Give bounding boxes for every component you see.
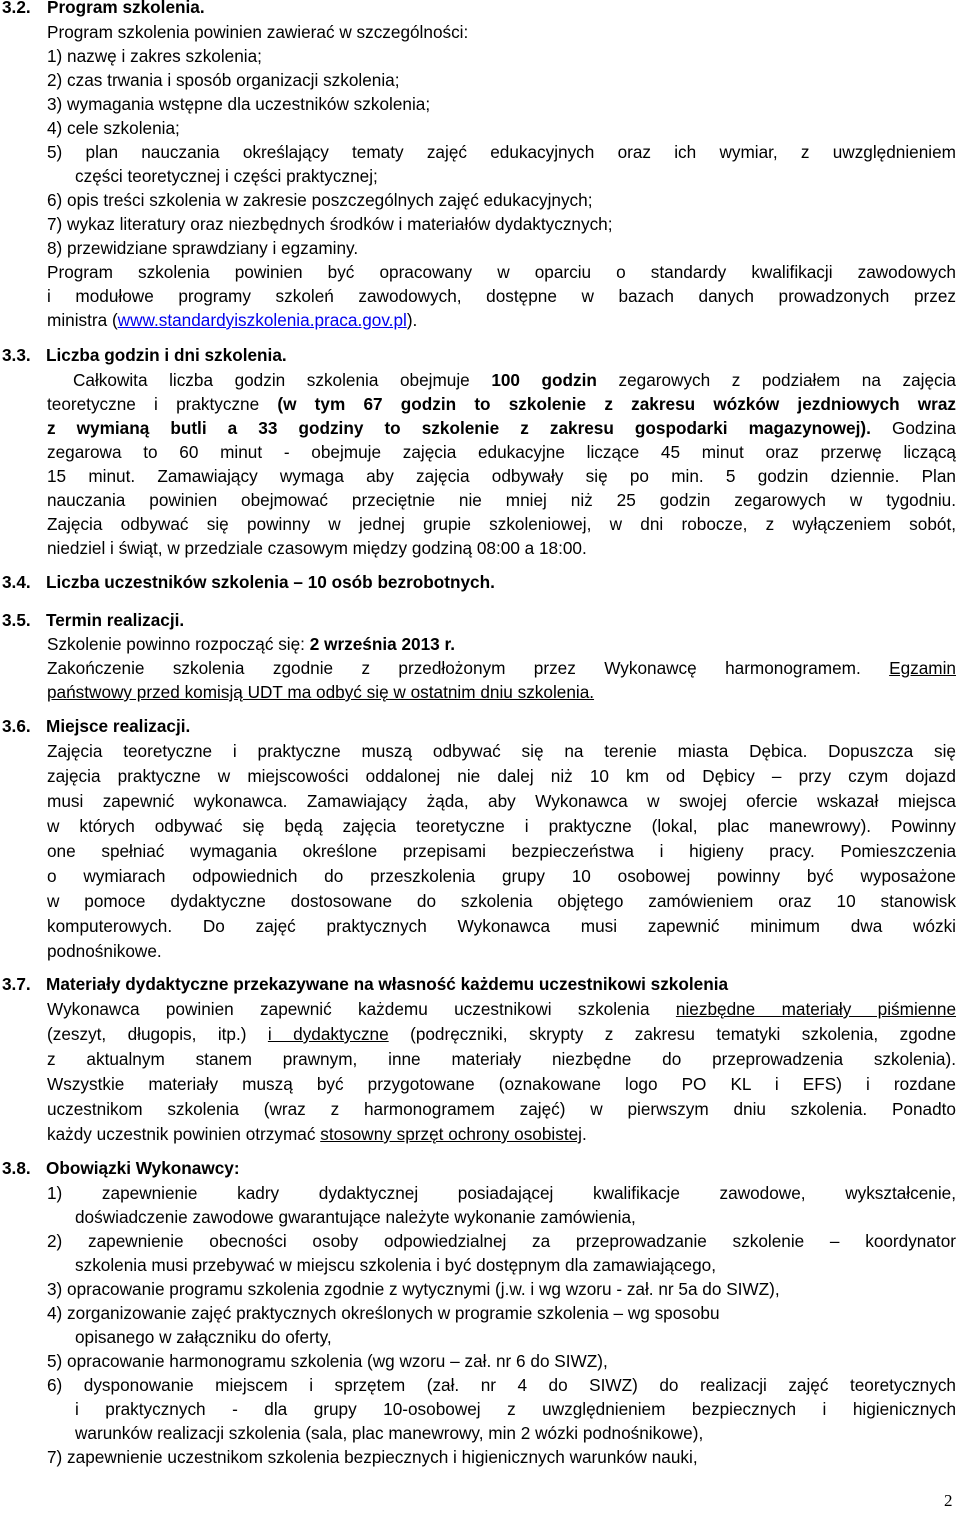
paragraph-line: Zakończenie szkolenia zgodnie z przedłożonym przez Wykonawcę harmonogramem. Egzamin [47, 658, 956, 678]
paragraph-line: i modułowe programy szkoleń zawodowych, dostępne w bazach danych prowadzonych przez [47, 286, 956, 306]
list-item: 2) czas trwania i sposób organizacji szkolenia; [47, 70, 400, 90]
list-item: 1) nazwę i zakres szkolenia; [47, 46, 262, 66]
paragraph-line: z wymianą butli a 33 godziny to szkolenie z zakresu gospodarki magazynowej). Godzina [47, 418, 956, 438]
paragraph-line: Szkolenie powinno rozpocząć się: 2 września 2013 r. [47, 634, 455, 654]
list-item: 6) opis treści szkolenia w zakresie poszczególnych zajęć edukacyjnych; [47, 190, 593, 210]
section-3-2-heading [2, 0, 205, 18]
list-item-continuation: doświadczenie zawodowe gwarantujące należyte wykonanie zamówienia, [75, 1207, 636, 1227]
paragraph-line: komputerowych. Do zajęć praktycznych Wykonawca musi zapewnić minimum dwa wózki [47, 916, 956, 936]
paragraph-line: w pomoce dydaktyczne dostosowane do szkolenia objętego zamówieniem oraz 10 stanowisk [47, 891, 956, 911]
paragraph-line: nauczania powinien obejmować przeciętnie nie mniej niż 25 godzin zegarowych w tygodniu. [47, 490, 956, 510]
list-item: 8) przewidziane sprawdziany i egzaminy. [47, 238, 359, 258]
paragraph-line: Program szkolenia powinien być opracowany w oparciu o standardy kwalifikacji zawodowych [47, 262, 956, 282]
list-item: 5) plan nauczania określający tematy zajęć edukacyjnych oraz ich wymiar, z uwzględnieniem [47, 142, 956, 162]
section-title: Program szkolenia. [47, 0, 205, 17]
paragraph-line: Wszystkie materiały muszą być przygotowane (oznakowane logo PO KL i EFS) i rozdane [47, 1074, 956, 1094]
paragraph-line: niedziel i świąt, w przedziale czasowym między godziną 08:00 a 18:00. [47, 538, 587, 558]
paragraph-line: one spełniać wymagania określone przepisami bezpieczeństwa i higieny pracy. Pomieszczenia [47, 841, 956, 861]
section-3-6-heading [2, 716, 190, 737]
paragraph-line: każdy uczestnik powinien otrzymać stosowny sprzęt ochrony osobistej. [47, 1124, 587, 1144]
list-item: 1) zapewnienie kadry dydaktycznej posiadającej kwalifikacje zawodowe, wykształcenie, [47, 1183, 956, 1203]
section-title: Liczba uczestników szkolenia – 10 osób bezrobotnych. [46, 572, 495, 592]
paragraph-line: państwowy przed komisją UDT ma odbyć się w ostatnim dniu szkolenia. [47, 682, 595, 702]
section-number: 3.3. [2, 345, 31, 365]
section-number: 3.2. [2, 0, 31, 17]
list-item-continuation: i praktycznych - dla grupy 10-osobowej z uwzględnieniem bezpiecznych i higienicznych [75, 1399, 956, 1419]
paragraph-line: zegarowa to 60 minut - obejmuje zajęcia edukacyjne liczące 45 minut oraz przerwę liczącą [47, 442, 956, 462]
section-number: 3.7. [2, 974, 31, 994]
list-item: 5) opracowanie harmonogramu szkolenia (wg wzoru – zał. nr 6 do SIWZ), [47, 1351, 608, 1371]
section-title: Miejsce realizacji. [46, 716, 191, 736]
list-item: 7) zapewnienie uczestnikom szkolenia bezpiecznych i higienicznych warunków nauki, [47, 1447, 698, 1467]
list-item: 2) zapewnienie obecności osoby odpowiedzialnej za przeprowadzanie szkolenie – koordynator [47, 1231, 956, 1251]
section-3-8-heading [2, 1158, 240, 1179]
paragraph-line: podnośnikowe. [47, 941, 162, 961]
list-item: 3) opracowanie programu szkolenia zgodnie z wytycznymi (j.w. i wg wzoru - zał. nr 5a do SIWZ), [47, 1279, 780, 1299]
section-title: Termin realizacji. [46, 610, 185, 630]
paragraph-line: (zeszyt, długopis, itp.) i dydaktyczne (podręczniki, skrypty z zakresu tematyki szkolenia, zgodne [47, 1024, 956, 1044]
list-item: 7) wykaz literatury oraz niezbędnych środków i materiałów dydaktycznych; [47, 214, 613, 234]
section-3-4-heading [2, 572, 495, 593]
section-title: Materiały dydaktyczne przekazywane na własność każdemu uczestnikowi szkolenia [46, 974, 729, 994]
list-item: 4) zorganizowanie zajęć praktycznych określonych w programie szkolenia – wg sposobu [47, 1303, 720, 1323]
paragraph-line: o wymiarach odpowiednich do przeszkolenia grupy 10 osobowej powinny być wyposażone [47, 866, 956, 886]
standards-link[interactable]: www.standardyiszkolenia.praca.gov.pl [117, 310, 407, 330]
list-item: 6) dysponowanie miejscem i sprzętem (zał. nr 4 do SIWZ) do realizacji zajęć teoretycznych [47, 1375, 956, 1395]
list-item: 3) wymagania wstępne dla uczestników szkolenia; [47, 94, 431, 114]
paragraph-line: w których odbywać się będą zajęcia teoretyczne i praktyczne (lokal, plac manewrowy). Powinny [47, 816, 956, 836]
list-item-continuation: części teoretycznej i części praktycznej; [75, 166, 378, 186]
paragraph-line: Wykonawca powinien zapewnić każdemu uczestnikowi szkolenia niezbędne materiały piśmienne [47, 999, 957, 1019]
list-item-continuation: warunków realizacji szkolenia (sala, plac manewrowy, min 2 wózki podnośnikowe), [75, 1423, 704, 1443]
page-number: 2 [944, 1491, 953, 1510]
section-number: 3.6. [2, 716, 31, 736]
paragraph-line: teoretyczne i praktyczne (w tym 67 godzin to szkolenie z zakresu wózków jezdniowych wraz [47, 394, 957, 414]
paragraph-line: ministra (www.standardyiszkolenia.praca.gov.pl). [47, 310, 418, 330]
section-title: Liczba godzin i dni szkolenia. [46, 345, 287, 365]
list-item-continuation: opisanego w załączniku do oferty, [75, 1327, 332, 1347]
section-3-5-heading [2, 610, 184, 631]
paragraph-line: Całkowita liczba godzin szkolenia obejmuje 100 godzin zegarowych z podziałem na zajęcia [73, 370, 956, 390]
section-number: 3.4. [2, 572, 31, 592]
section-3-7-heading [2, 974, 728, 995]
list-item-continuation: szkolenia musi przebywać w miejscu szkolenia i być dostępnym dla zamawiającego, [75, 1255, 716, 1275]
section-number: 3.8. [2, 1158, 31, 1178]
paragraph-line: Zajęcia teoretyczne i praktyczne muszą odbywać się na terenie miasta Dębica. Dopuszcza się [47, 741, 956, 761]
paragraph-line: 15 minut. Zamawiający wymaga aby zajęcia odbywały się po min. 5 godzin dziennie. Plan [47, 466, 956, 486]
paragraph-line: z aktualnym stanem prawnym, inne materiały niezbędne do przeprowadzenia szkolenia). [47, 1049, 956, 1069]
section-3-3-heading [2, 345, 287, 366]
paragraph-line: Program szkolenia powinien zawierać w szczególności: [47, 22, 469, 42]
list-item: 4) cele szkolenia; [47, 118, 180, 138]
paragraph-line: uczestnikom szkolenia (wraz z harmonogramem zajęć) w pierwszym dniu szkolenia. Ponadto [47, 1099, 956, 1119]
section-title: Obowiązki Wykonawcy: [46, 1158, 240, 1178]
paragraph-line: zajęcia praktyczne w miejscowości oddalonej nie dalej niż 10 km od Dębicy – przy czym dojazd [47, 766, 956, 786]
section-number: 3.5. [2, 610, 31, 630]
paragraph-line: musi zapewnić wykonawca. Zamawiający żąda, aby Wykonawca w swojej ofercie wskazał miejsca [47, 791, 956, 811]
paragraph-line: Zajęcia odbywać się powinny w jednej grupie szkoleniowej, w dni robocze, z wyłączeniem sobót, [47, 514, 956, 534]
